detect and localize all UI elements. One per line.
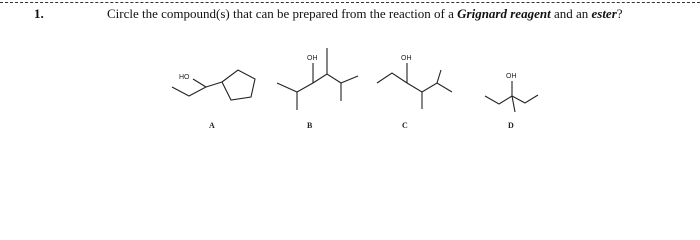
structure-c-hydroxyl-label: OH <box>401 55 412 62</box>
structure-b-letter: B <box>307 121 313 130</box>
question-text-middle: and an <box>550 6 592 21</box>
structure-a-chain-bonds <box>172 79 206 96</box>
structure-b-hydroxyl-label: OH <box>307 55 318 62</box>
structure-d-ethyl-bond <box>512 96 515 112</box>
structure-b-left-chain <box>277 83 313 92</box>
structure-c-end-methyl <box>437 70 441 83</box>
structure-c-letter: C <box>402 121 408 130</box>
structure-c-main-chain <box>407 83 452 92</box>
question-text-start: Circle the compound(s) that can be prepared from the reaction of a <box>107 6 458 21</box>
structure-a-ring-bond <box>206 82 222 87</box>
structure-d-right-chain <box>512 95 538 103</box>
structure-a-hydroxyl-label: HO <box>179 74 190 81</box>
structure-d-left-chain <box>485 96 512 104</box>
structure-d <box>485 73 538 130</box>
structure-d-hydroxyl-label: OH <box>506 73 517 80</box>
structure-b-right-chain <box>313 74 341 83</box>
structure-a-letter: A <box>209 121 215 130</box>
structure-a-cyclopentane-ring <box>222 70 255 100</box>
structure-d-letter: D <box>508 121 514 130</box>
question-text-end: ? <box>616 6 623 21</box>
ester-term: ester <box>591 6 617 21</box>
question-number: 1. <box>34 6 44 21</box>
structure-c-left-chain <box>377 73 407 83</box>
reagent-term: Grignard reagent <box>457 6 551 21</box>
structure-a <box>172 70 255 130</box>
structure-b <box>277 48 358 130</box>
structure-c <box>377 55 452 130</box>
structure-b-right-methyl <box>341 76 358 83</box>
